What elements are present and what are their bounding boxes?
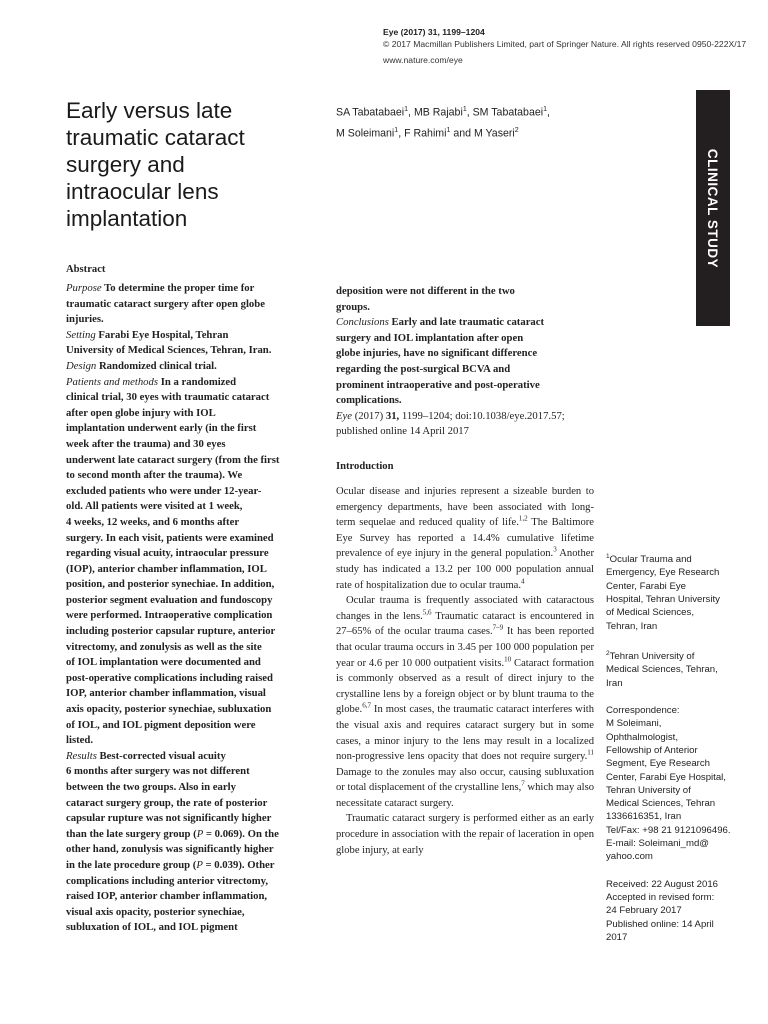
text-segment: to second month after the trauma). We (66, 469, 243, 482)
text-line (66, 499, 314, 515)
abstract-conclusions (336, 284, 594, 409)
text-line (66, 780, 314, 796)
author-name: M Yaseri (473, 127, 515, 140)
affiliation-marker: 1 (446, 126, 451, 134)
text-line (336, 362, 594, 378)
text-line (66, 546, 314, 562)
text-segment: regarding visual acuity, intraocular pressure (66, 547, 269, 560)
section-label: Results (66, 749, 97, 762)
text-segment: Traumatic cataract surgery is performed either as an early procedure in association with the repair of laceration in open globe injury, at early (336, 813, 594, 856)
sidebar-line: E-mail: Soleimani_md@ (606, 838, 710, 850)
paragraph (336, 484, 594, 593)
section-label: Patients and methods (66, 375, 159, 388)
text-line (66, 686, 314, 702)
sidebar-text: Medical Sciences, Tehran, (606, 664, 718, 676)
text-line (66, 375, 314, 391)
text-segment: prominent intraoperative and post-operative (336, 378, 540, 391)
affiliation-marker: 1 (462, 106, 467, 113)
section-label: Purpose (66, 282, 102, 294)
sidebar-line (606, 663, 738, 676)
section-label: P (196, 858, 203, 871)
text-segment: complications. (336, 394, 402, 407)
text-line (66, 811, 314, 827)
reference-marker: 4 (521, 577, 525, 586)
sidebar-text: Ocular Trauma and (609, 554, 692, 566)
text-line (66, 842, 314, 858)
text-line (336, 284, 594, 300)
sidebar-line: Tehran University of (606, 784, 691, 796)
text-segment: To determine the proper time for (101, 282, 255, 294)
author-name: MB Rajabi (413, 106, 463, 119)
affiliation-marker: 1 (543, 106, 547, 113)
author-separator: , (408, 106, 414, 119)
text-segment: implantation underwent early (in the first (66, 422, 257, 435)
text-segment: cataract surgery group, the rate of posterior (66, 796, 268, 809)
sidebar-text: of Medical Sciences, (606, 607, 694, 619)
text-line (336, 346, 594, 362)
text-segment: Best-corrected visual acuity (96, 749, 226, 762)
text-line (66, 312, 314, 328)
affiliation-marker: 2 (606, 649, 610, 657)
author-separator: , (398, 127, 405, 140)
text-segment: of IOL implantation were documented and (66, 656, 261, 669)
text-segment: 6 months after surgery was not different (66, 765, 250, 778)
sidebar-line (606, 606, 738, 619)
text-segment: position, and posterior synechiae. In addition, (66, 578, 275, 591)
text-segment: between the two groups. Also in early (66, 781, 236, 793)
author-name: F Rahimi (404, 127, 447, 140)
introduction-text (336, 484, 594, 858)
text-line (66, 406, 314, 422)
sidebar-line (606, 550, 738, 566)
text-segment: complications including anterior vitrectomy, (66, 874, 269, 887)
section-label: Conclusions (336, 316, 389, 329)
sidebar-line: 1336616351, Iran (606, 811, 682, 823)
text-segment: of IOL, and IOL pigment deposition were (66, 718, 256, 731)
sidebar-text: Emergency, Eye Research (606, 567, 720, 579)
text-segment: underwent late cataract surgery (from the first (66, 453, 280, 466)
text-line (336, 315, 594, 331)
title-line: Early versus late (66, 98, 233, 123)
sidebar-line: M Soleimani, (606, 718, 662, 730)
text-line (66, 390, 314, 406)
text-segment: post-operative complications including raised (66, 671, 273, 684)
text-segment: Randomized clinical trial. (96, 359, 217, 372)
text-line (336, 331, 594, 347)
text-segment: (IOP), anterior chamber inflammation, IOL (66, 562, 267, 575)
author-separator: , (547, 106, 550, 119)
sidebar-line (606, 677, 738, 690)
text-segment: 31, (385, 409, 400, 422)
text-line (66, 468, 314, 484)
introduction-heading: Introduction (336, 461, 394, 472)
text-segment: week after the trauma) and 30 eyes (66, 437, 226, 450)
text-line (66, 702, 314, 718)
sidebar-text: Center, Farabi Eye (606, 580, 686, 592)
text-segment: Cataract formation is commonly observed as a result of direct injury to the crystalline lens by a foreign object or by blunt trauma to the globe. (336, 657, 594, 716)
text-segment: injuries. (66, 313, 104, 326)
text-line (66, 593, 314, 609)
affiliation (606, 550, 738, 633)
sidebar-line: Medical Sciences, Tehran (606, 798, 716, 810)
text-line (66, 608, 314, 624)
text-line (66, 827, 314, 843)
text-segment: groups. (336, 300, 370, 313)
text-segment: Ocular disease and injuries represent a sizeable burden to emergency departments, have been associated with long-term sequelae and reduced quality of life. (336, 486, 594, 529)
section-label: Setting (66, 328, 96, 341)
sidebar-line: Center, Farabi Eye Hospital, (606, 771, 726, 783)
text-segment: capsular rupture was not significantly higher (66, 812, 272, 825)
article-sidebar (606, 550, 738, 958)
text-line (66, 421, 314, 437)
sidebar-text: Hospital, Tehran University (606, 594, 720, 606)
text-segment: = 0.069). On the (203, 827, 279, 840)
text-segment: In most cases, the traumatic cataract interferes with the visual axis and requires cataract surgery but in some cases, a minor injury to the lens may result in a localized non-progressive lens opacity that does not require surgery. (336, 704, 594, 763)
text-line (66, 515, 314, 531)
section-label: Design (66, 359, 97, 372)
text-line (66, 905, 314, 921)
text-segment: It has been reported that ocular trauma occurs in 3.45 per 100 000 population per year or 4.6 per 10 000 outpatient visits. (336, 626, 594, 669)
reference-marker: 5,6 (422, 608, 432, 617)
text-line (66, 749, 314, 765)
text-segment: IOP, anterior chamber inflammation, visual (66, 687, 266, 700)
affiliation-marker: 1 (404, 106, 409, 113)
text-segment: in the late procedure group ( (66, 858, 197, 871)
affiliation-marker: 1 (394, 126, 399, 134)
text-segment: 4 weeks, 12 weeks, and 6 months after (66, 515, 240, 528)
title-line: traumatic cataract (66, 125, 245, 150)
text-segment: Another study has indicated a 13.2 per 100 000 population annual rate of hospitalization due to ocular trauma. (336, 548, 595, 591)
sidebar-line: Accepted in revised form: (606, 891, 715, 903)
text-line (66, 796, 314, 812)
text-segment: surgery and IOL implantation after open (336, 331, 524, 344)
text-segment: posterior segment evaluation and fundoscopy (66, 593, 273, 606)
text-line (66, 359, 314, 375)
text-segment: published online 14 April 2017 (336, 425, 469, 438)
text-line (66, 297, 314, 313)
sidebar-line: 2017 (606, 931, 628, 943)
reference-marker: 7–9 (492, 623, 504, 632)
text-segment: = 0.039). Other (202, 858, 275, 871)
reference-marker: 7 (521, 779, 525, 788)
text-segment: globe injuries, have no significant difference (336, 347, 538, 360)
text-segment: Ocular trauma is frequently associated with cataractous changes in the lens. (336, 595, 594, 622)
correspondence (606, 704, 738, 864)
text-line (66, 531, 314, 547)
affiliation (606, 647, 738, 690)
section-tab-label: CLINICAL STUDY (705, 148, 721, 268)
text-segment: deposition were not different in the two (336, 285, 515, 297)
sidebar-line: Published online: 14 April (606, 918, 714, 930)
text-segment: 1199–1204; doi:10.1038/eye.2017.57; (399, 409, 565, 422)
text-line (66, 484, 314, 500)
affiliation-marker: 2 (514, 126, 519, 134)
text-segment: which may also necessitate cataract surgery. (336, 782, 594, 809)
text-line (66, 640, 314, 656)
text-segment: listed. (66, 734, 94, 747)
text-segment: vitrectomy, and zonulysis as well as the site (66, 640, 262, 653)
reference-marker: 10 (504, 655, 512, 663)
article-citation (336, 409, 594, 440)
text-line (66, 920, 314, 936)
author-separator: , (466, 106, 473, 119)
paragraph (336, 811, 594, 858)
text-line (336, 424, 594, 440)
text-segment: excluded patients who were under 12-year- (66, 484, 262, 497)
author-name: SM Tabatabaei (472, 106, 544, 119)
author-name: M Soleimani (336, 127, 395, 140)
article-title (66, 97, 316, 232)
text-segment: including posterior capsular rupture, anterior (66, 625, 276, 638)
text-line (66, 874, 314, 890)
sidebar-line (606, 580, 738, 593)
reference-marker: 3 (553, 545, 557, 554)
section-label: Eye (336, 409, 353, 422)
sidebar-line: Segment, Eye Research (606, 758, 710, 770)
text-line (336, 378, 594, 394)
author-separator: and (450, 127, 474, 140)
text-segment: were performed. Intraoperative complication (66, 609, 273, 622)
text-line (66, 655, 314, 671)
text-line (66, 671, 314, 687)
sidebar-line (606, 593, 738, 606)
section-label: P (196, 827, 204, 840)
text-segment: after open globe injury with IOL (66, 406, 216, 419)
sidebar-line (606, 566, 738, 579)
reference-marker: 1,2 (518, 514, 528, 523)
author-list (336, 101, 636, 142)
text-segment: other hand, zonulysis was significantly higher (66, 843, 274, 856)
text-segment: visual axis opacity, posterior synechiae, (66, 905, 245, 918)
abstract-column-1 (66, 281, 314, 936)
text-segment: raised IOP, anterior chamber inflammation, (66, 890, 268, 903)
text-segment: clinical trial, 30 eyes with traumatic cataract (66, 391, 270, 404)
text-segment: In a randomized (158, 375, 237, 388)
affiliation-marker: 1 (606, 553, 610, 560)
text-segment: Damage to the zonules may also occur, causing subluxation or total displacement of the crystalline lens, (336, 766, 594, 794)
section-tab (696, 90, 730, 326)
sidebar-line (606, 647, 738, 663)
text-line (66, 858, 314, 874)
journal-header (383, 26, 747, 66)
sidebar-line: Fellowship of Anterior (606, 744, 698, 756)
text-line (336, 300, 594, 316)
sidebar-line: Tel/Fax: +98 21 9121096496. (606, 824, 731, 836)
text-segment: axis opacity, posterior synechiae, subluxation (66, 703, 272, 716)
text-line (66, 718, 314, 734)
text-segment: University of Medical Sciences, Tehran, Iran. (66, 344, 272, 357)
abstract-heading: Abstract (66, 264, 106, 275)
sidebar-line: Ophthalmologist, (606, 731, 678, 743)
text-line (66, 624, 314, 640)
text-line (66, 733, 314, 749)
title-line: intraocular lens (66, 179, 219, 204)
abstract-column-2 (336, 284, 594, 440)
text-segment: (2017) (352, 409, 386, 422)
author-line (336, 122, 636, 143)
article-dates (606, 878, 738, 944)
text-segment: subluxation of IOL, and IOL pigment (66, 921, 238, 934)
text-line (66, 562, 314, 578)
text-line (66, 437, 314, 453)
text-segment: Early and late traumatic cataract (388, 316, 545, 329)
text-segment: Traumatic cataract is encountered in 27–65% of the ocular trauma cases. (336, 610, 594, 638)
title-line: implantation (66, 206, 188, 231)
sidebar-line: yahoo.com (606, 851, 653, 863)
text-line (336, 393, 594, 409)
reference-marker: 6,7 (362, 701, 371, 710)
text-line (66, 328, 314, 344)
text-segment: The Baltimore Eye Survey has reported a 14.4% cumulative lifetime prevalence of eye injury in the general population. (336, 517, 594, 560)
journal-website-link[interactable]: www.nature.com/eye (383, 55, 463, 65)
copyright-notice: © 2017 Macmillan Publishers Limited, part of Springer Nature. All rights reserved 0950-222X/17 (383, 39, 747, 49)
text-segment: old. All patients were visited at 1 week, (66, 500, 243, 513)
text-line (66, 281, 314, 297)
sidebar-line: Received: 22 August 2016 (606, 878, 719, 890)
text-line (66, 577, 314, 593)
sidebar-text: Tehran, Iran (606, 620, 658, 632)
text-line (336, 409, 594, 425)
text-segment: than the late surgery group ( (66, 827, 197, 840)
sidebar-line (606, 620, 738, 633)
text-segment: Farabi Eye Hospital, Tehran (95, 328, 229, 341)
sidebar-line: Correspondence: (606, 705, 680, 717)
text-segment: surgery. In each visit, patients were examined (66, 531, 274, 544)
text-line (66, 453, 314, 469)
text-line (66, 764, 314, 780)
text-line (66, 889, 314, 905)
reference-marker: 11 (587, 748, 594, 757)
text-segment: traumatic cataract surgery after open globe (66, 297, 265, 310)
sidebar-line: 24 February 2017 (606, 905, 682, 917)
author-line (336, 101, 636, 122)
title-line: surgery and (66, 152, 185, 177)
author-name: SA Tabatabaei (336, 106, 405, 119)
sidebar-text: Tehran University of (609, 651, 695, 663)
sidebar-text: Iran (606, 677, 623, 689)
paragraph (336, 593, 594, 811)
journal-reference: Eye (2017) 31, 1199–1204 (383, 27, 485, 37)
text-line (66, 343, 314, 359)
text-segment: regarding the post-surgical BCVA and (336, 362, 511, 375)
